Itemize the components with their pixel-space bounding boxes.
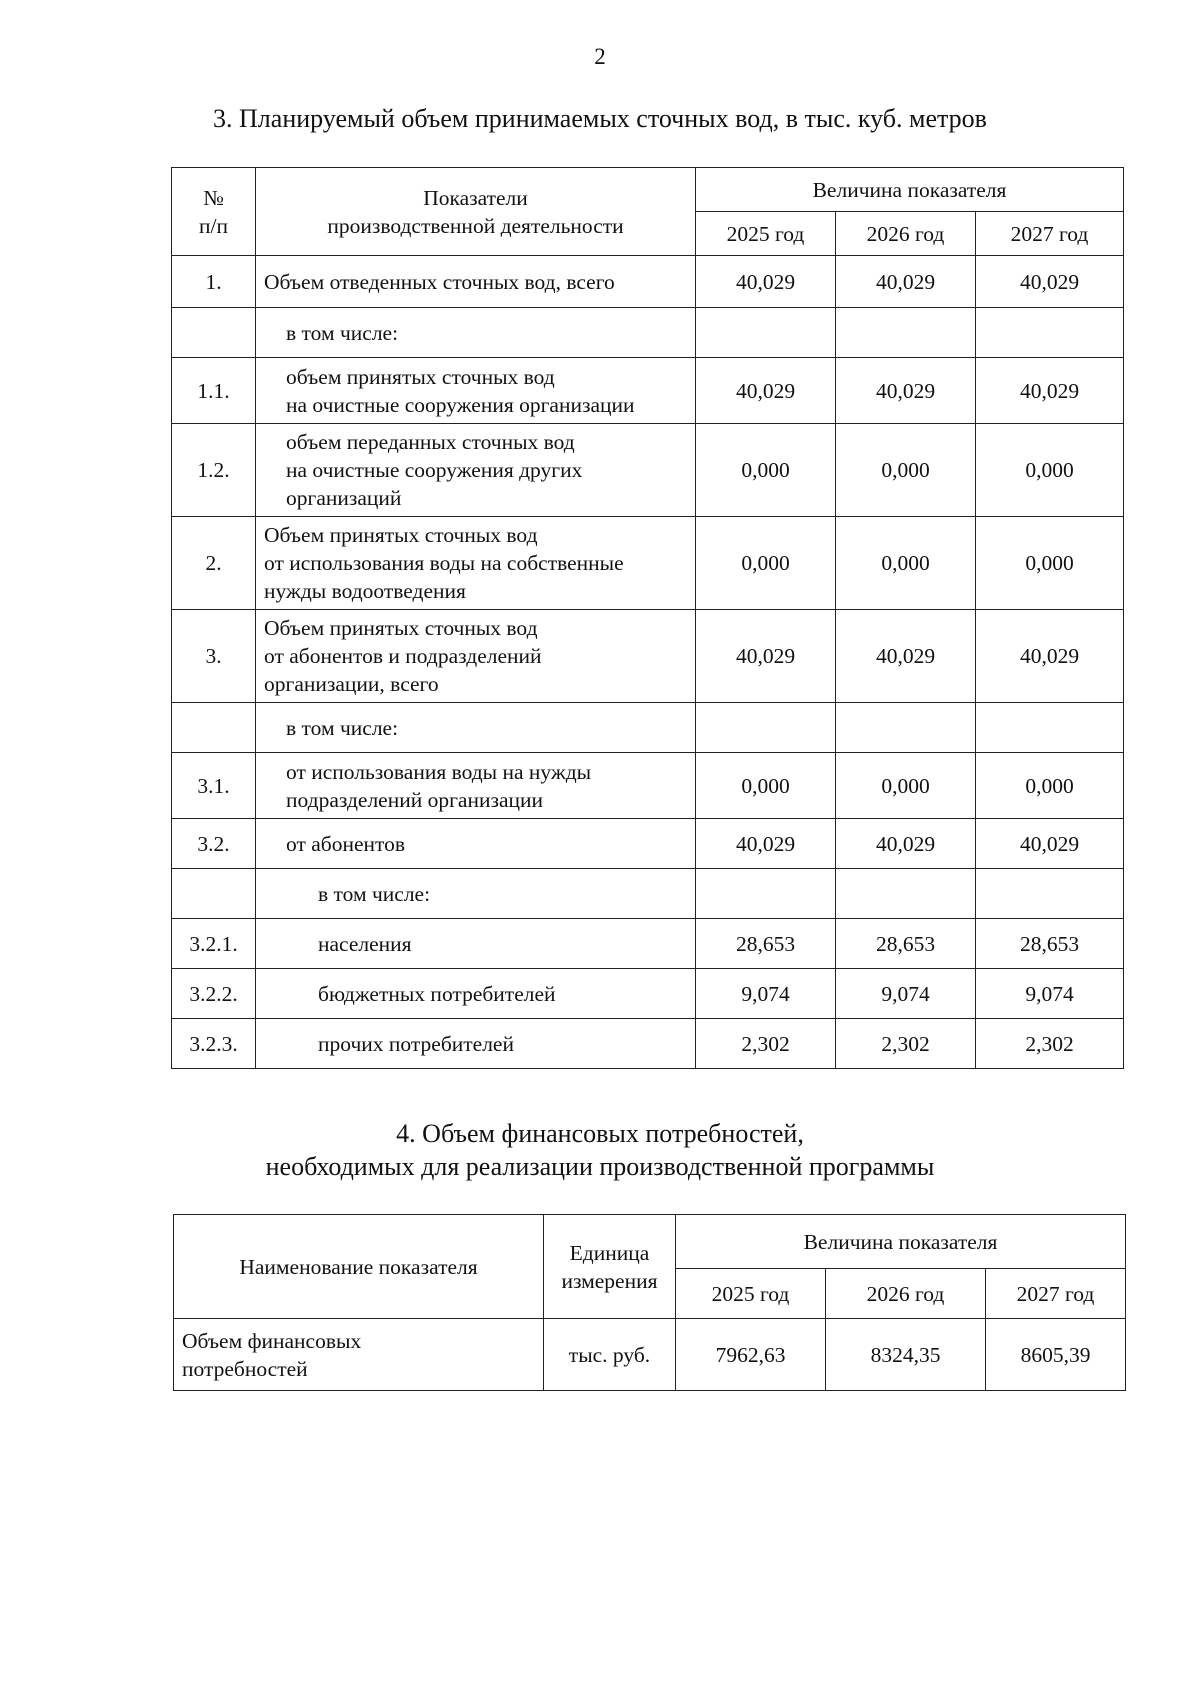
value-2025: 2,302 xyxy=(696,1019,836,1069)
row-label: в том числе: xyxy=(256,308,696,358)
row-label: населения xyxy=(256,919,696,969)
value-2026: 28,653 xyxy=(836,919,976,969)
value-2027 xyxy=(976,308,1124,358)
value-2025: 7962,63 xyxy=(676,1319,826,1391)
value-2027: 28,653 xyxy=(976,919,1124,969)
value-2025: 40,029 xyxy=(696,610,836,703)
table-header-row xyxy=(172,168,1124,212)
row-label: в том числе: xyxy=(256,703,696,753)
row-number: 3.1. xyxy=(172,753,256,819)
section-4-title: 4. Объем финансовых потребностей, необходимых для реализации производственной программы xyxy=(265,1119,935,1181)
financial-needs-table xyxy=(173,1214,1126,1391)
header-name: Наименование показателя xyxy=(174,1215,544,1319)
value-2027: 40,029 xyxy=(976,358,1124,424)
table-row xyxy=(172,1019,1124,1069)
row-number: 1. xyxy=(172,256,256,308)
value-2025: 9,074 xyxy=(696,969,836,1019)
value-2026 xyxy=(836,703,976,753)
value-2027: 2,302 xyxy=(976,1019,1124,1069)
header-year-2025: 2025 год xyxy=(676,1269,826,1319)
value-2026: 0,000 xyxy=(836,517,976,610)
header-year-2026: 2026 год xyxy=(826,1269,986,1319)
value-2026: 2,302 xyxy=(836,1019,976,1069)
page-number: 2 xyxy=(594,44,606,69)
table-row xyxy=(172,919,1124,969)
header-year-2025: 2025 год xyxy=(696,212,836,256)
row-label: Объем принятых сточных вод от абонентов и подразделений организации, всего xyxy=(256,610,696,703)
financial-table-body xyxy=(174,1215,1126,1391)
value-2025: 0,000 xyxy=(696,753,836,819)
row-number: 3.2.3. xyxy=(172,1019,256,1069)
value-2025 xyxy=(696,308,836,358)
row-name: Объем финансовых потребностей xyxy=(174,1319,544,1391)
row-number: 1.2. xyxy=(172,424,256,517)
row-label: от абонентов xyxy=(256,819,696,869)
row-label: в том числе: xyxy=(256,869,696,919)
value-2027: 0,000 xyxy=(976,424,1124,517)
value-2026: 40,029 xyxy=(836,819,976,869)
header-unit: Единица измерения xyxy=(544,1215,676,1319)
table-row xyxy=(174,1319,1126,1391)
table-row xyxy=(172,358,1124,424)
row-number xyxy=(172,869,256,919)
value-2027: 40,029 xyxy=(976,256,1124,308)
row-unit: тыс. руб. xyxy=(544,1319,676,1391)
row-number: 3.2.1. xyxy=(172,919,256,969)
row-number xyxy=(172,703,256,753)
header-value-group: Величина показателя xyxy=(676,1215,1126,1269)
wastewater-volume-table xyxy=(171,167,1124,1069)
value-2025: 0,000 xyxy=(696,424,836,517)
row-number: 3.2. xyxy=(172,819,256,869)
value-2027 xyxy=(976,703,1124,753)
row-label: от использования воды на нужды подразделений организации xyxy=(256,753,696,819)
row-number: 2. xyxy=(172,517,256,610)
value-2025: 40,029 xyxy=(696,358,836,424)
row-label: прочих потребителей xyxy=(256,1019,696,1069)
row-number: 1.1. xyxy=(172,358,256,424)
value-2027: 0,000 xyxy=(976,753,1124,819)
value-2026: 9,074 xyxy=(836,969,976,1019)
table-row xyxy=(172,753,1124,819)
value-2027: 40,029 xyxy=(976,610,1124,703)
value-2025: 0,000 xyxy=(696,517,836,610)
header-num: № п/п xyxy=(172,168,256,256)
row-number: 3.2.2. xyxy=(172,969,256,1019)
table-row xyxy=(172,819,1124,869)
row-label: объем принятых сточных вод на очистные сооружения организации xyxy=(256,358,696,424)
value-2025: 40,029 xyxy=(696,819,836,869)
table-row xyxy=(172,610,1124,703)
value-2025 xyxy=(696,703,836,753)
header-year-2027: 2027 год xyxy=(976,212,1124,256)
value-2027: 40,029 xyxy=(976,819,1124,869)
header-year-2027: 2027 год xyxy=(986,1269,1126,1319)
value-2026: 0,000 xyxy=(836,424,976,517)
row-label: объем переданных сточных вод на очистные сооружения других организаций xyxy=(256,424,696,517)
table-row xyxy=(172,869,1124,919)
row-number: 3. xyxy=(172,610,256,703)
value-2026: 0,000 xyxy=(836,753,976,819)
value-2026: 40,029 xyxy=(836,358,976,424)
value-2026: 8324,35 xyxy=(826,1319,986,1391)
row-number xyxy=(172,308,256,358)
value-2027: 9,074 xyxy=(976,969,1124,1019)
section-3-title: 3. Планируемый объем принимаемых сточных вод, в тыс. куб. метров xyxy=(213,104,987,133)
value-2026 xyxy=(836,308,976,358)
value-2025 xyxy=(696,869,836,919)
value-2025: 40,029 xyxy=(696,256,836,308)
wastewater-table-body xyxy=(172,168,1124,1069)
header-indicator: Показатели производственной деятельности xyxy=(256,168,696,256)
value-2027: 8605,39 xyxy=(986,1319,1126,1391)
table-row xyxy=(172,308,1124,358)
row-label: Объем отведенных сточных вод, всего xyxy=(256,256,696,308)
value-2026: 40,029 xyxy=(836,610,976,703)
value-2027: 0,000 xyxy=(976,517,1124,610)
row-label: Объем принятых сточных вод от использования воды на собственные нужды водоотведения xyxy=(256,517,696,610)
row-label: бюджетных потребителей xyxy=(256,969,696,1019)
value-2027 xyxy=(976,869,1124,919)
header-year-2026: 2026 год xyxy=(836,212,976,256)
value-2025: 28,653 xyxy=(696,919,836,969)
table-header-row xyxy=(174,1215,1126,1269)
table-row xyxy=(172,256,1124,308)
table-row xyxy=(172,517,1124,610)
table-row xyxy=(172,969,1124,1019)
table-row xyxy=(172,703,1124,753)
header-value-group: Величина показателя xyxy=(696,168,1124,212)
table-row xyxy=(172,424,1124,517)
value-2026 xyxy=(836,869,976,919)
value-2026: 40,029 xyxy=(836,256,976,308)
